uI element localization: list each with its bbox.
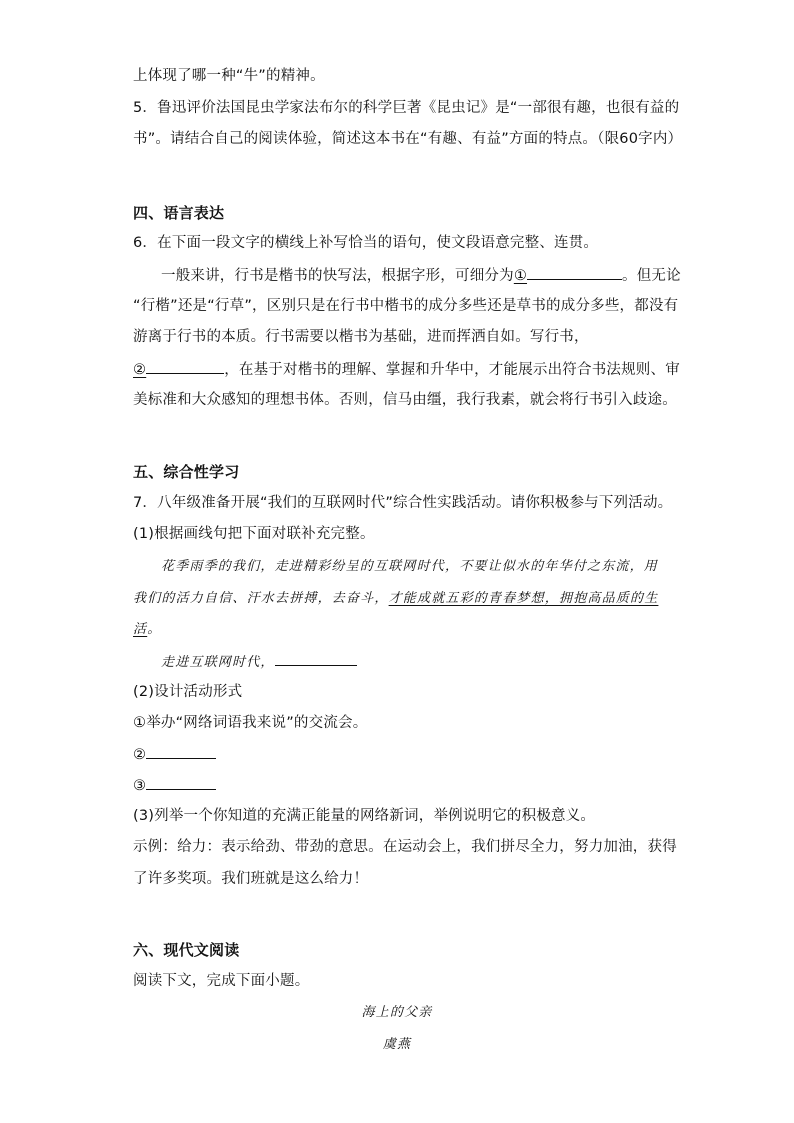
q6-prompt: 6．在下面一段文字的横线上补写恰当的语句，使文段语意完整、连贯。	[133, 235, 599, 251]
activity-item-1: ①举办“网络词语我来说”的交流会。	[133, 715, 368, 731]
q4-continuation: 上体现了哪一种“牛”的精神。	[133, 68, 325, 84]
activity-item-2: ②	[133, 744, 216, 765]
activity-blank-3[interactable]	[146, 775, 216, 790]
activity-blank-2[interactable]	[146, 744, 216, 759]
reading-instruction: 阅读下文，完成下面小题。	[133, 973, 310, 989]
article-title: 海上的父亲	[361, 1005, 433, 1020]
q7-sub-2: (2)设计活动形式	[133, 684, 243, 700]
q6-paragraph-line-3: 游离于行书的本质。行书需要以楷书为基础，进而挥洒自如。写行书，	[133, 329, 589, 345]
activity-item-3: ③	[133, 775, 216, 796]
couplet-answer-blank[interactable]	[275, 651, 357, 666]
q6-paragraph-line-5: 美标准和大众感知的理想书体。否则，信马由缰，我行我素，就会将行书引入歧途。	[133, 392, 677, 408]
underlined-sentence: 才能成就五彩的青春梦想，拥抱高品质的生	[388, 591, 659, 606]
q6-paragraph-line-1: 一般来讲，行书是楷书的快写法，根据字形，可细分为① 。但无论	[161, 265, 681, 286]
blank-marker-2: ②	[133, 362, 147, 378]
example-line-2: 了许多奖项。我们班就是这么给力！	[133, 871, 369, 887]
q7-prompt: 7．八年级准备开展“我们的互联网时代”综合性实践活动。请你积极参与下列活动。	[133, 495, 673, 511]
q5-line-2: 书”。请结合自己的阅读体验，简述这本书在“有趣、有益”方面的特点。（限60字内）	[133, 131, 683, 147]
q5-line-1: 5．鲁迅评价法国昆虫学家法布尔的科学巨著《昆虫记》是“一部很有趣，也很有益的	[133, 100, 680, 116]
quote-line-1: 花季雨季的我们，走进精彩纷呈的互联网时代，不要让似水的年华付之东流，用	[161, 559, 659, 574]
blank-marker-1: ①	[513, 268, 528, 284]
section-5-title: 五、综合性学习	[133, 463, 240, 481]
answer-blank-1[interactable]	[527, 265, 622, 280]
q6-paragraph-line-4: ② ，在基于对楷书的理解、掌握和升华中，才能展示出符合书法规则、审	[133, 359, 680, 380]
q6-paragraph-line-2: “行楷”还是“行草”，区别只是在行书中楷书的成分多些还是草书的成分多些，都没有	[133, 298, 679, 314]
article-author: 虞燕	[382, 1037, 412, 1052]
quote-line-2: 我们的活力自信、汗水去拼搏，去奋斗，才能成就五彩的青春梦想，拥抱高品质的生	[133, 591, 659, 606]
quote-line-3: 活。	[133, 622, 162, 637]
q7-sub-1: (1)根据画线句把下面对联补充完整。	[133, 526, 375, 542]
section-6-title: 六、现代文阅读	[133, 941, 240, 959]
answer-blank-2[interactable]	[146, 359, 224, 374]
section-4-title: 四、语言表达	[133, 204, 225, 222]
couplet-line: 走进互联网时代，	[161, 651, 357, 673]
q7-sub-3: (3)列举一个你知道的充满正能量的网络新词，举例说明它的积极意义。	[133, 808, 596, 824]
example-line-1: 示例：给力：表示给劲、带劲的意思。在运动会上，我们拼尽全力，努力加油，获得	[133, 839, 677, 855]
